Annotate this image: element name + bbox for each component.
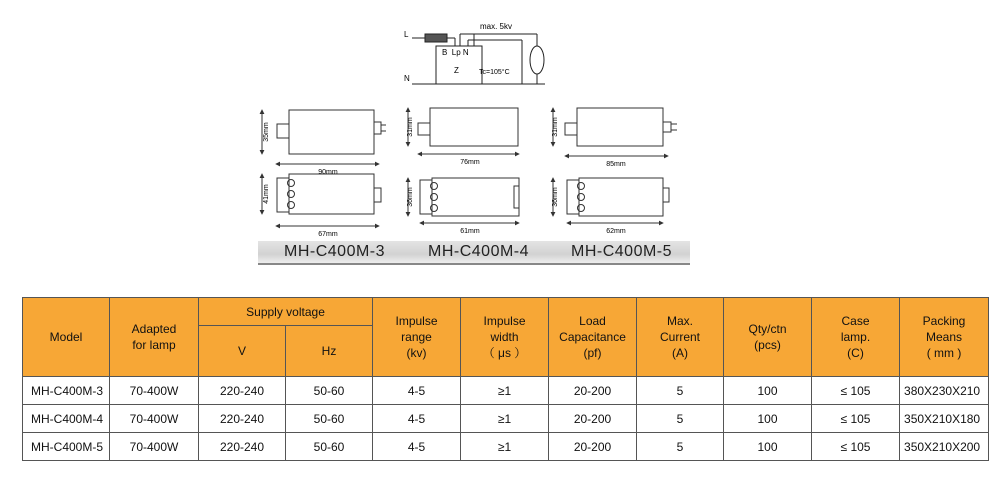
dim-top-width-2: 76mm	[460, 159, 480, 166]
header-max-current: Max. Current (A)	[637, 298, 724, 377]
cell-model: MH-C400M-3	[23, 377, 110, 405]
dim-top-height-1: 35mm	[263, 122, 270, 142]
cell-load-capacitance: 20-200	[549, 433, 637, 461]
terminal-n-label: N	[404, 74, 410, 83]
cell-impulse-width: ≥1	[461, 433, 549, 461]
cell-packing: 350X210X180	[900, 405, 989, 433]
cell-max-current: 5	[637, 433, 724, 461]
terminal-l-label: L	[404, 30, 409, 39]
cell-case-temp: ≤ 105	[812, 377, 900, 405]
dim-bottom-width-1: 67mm	[318, 231, 338, 238]
dim-bottom-height-2: 36mm	[407, 187, 414, 207]
cell-frequency: 50-60	[286, 433, 373, 461]
max-voltage-label: max. 5kv	[480, 22, 513, 31]
header-packing: Packing Means ( mm )	[900, 298, 989, 377]
header-hz: Hz	[286, 326, 373, 377]
lamp-icon	[530, 46, 544, 74]
drawing-model-1	[262, 110, 386, 226]
ic-label: Z	[454, 66, 459, 75]
table-row	[23, 433, 989, 461]
pin-labels: B Lp N	[442, 48, 469, 57]
wiring-diagram	[412, 34, 545, 84]
fuse-icon	[425, 34, 447, 42]
dim-top-width-1: 90mm	[318, 169, 338, 176]
cell-qty: 100	[724, 405, 812, 433]
table-row	[23, 405, 989, 433]
dim-bottom-height-1: 41mm	[263, 184, 270, 204]
header-model: Model	[23, 298, 110, 377]
model-label-2: MH-C400M-4	[428, 243, 530, 260]
cell-impulse-range: 4-5	[373, 377, 461, 405]
cell-load-capacitance: 20-200	[549, 405, 637, 433]
cell-frequency: 50-60	[286, 377, 373, 405]
cell-impulse-width: ≥1	[461, 405, 549, 433]
cell-max-current: 5	[637, 377, 724, 405]
model-label-3: MH-C400M-5	[571, 243, 673, 260]
header-impulse-range: Impulse range (kv)	[373, 298, 461, 377]
table-header	[23, 298, 989, 377]
header-qty: Qty/ctn (pcs)	[724, 298, 812, 377]
cell-qty: 100	[724, 433, 812, 461]
header-supply-voltage: Supply voltage	[199, 298, 373, 326]
cell-model: MH-C400M-4	[23, 405, 110, 433]
cell-adapted: 70-400W	[110, 377, 199, 405]
header-impulse-width: Impulse width （ μs ）	[461, 298, 549, 377]
table-row	[23, 377, 989, 405]
cell-impulse-range: 4-5	[373, 405, 461, 433]
cell-case-temp: ≤ 105	[812, 405, 900, 433]
header-v: V	[199, 326, 286, 377]
table-body	[23, 377, 989, 461]
cell-model: MH-C400M-5	[23, 433, 110, 461]
dim-bottom-width-3: 62mm	[606, 228, 626, 235]
cell-load-capacitance: 20-200	[549, 377, 637, 405]
header-load-capacitance: Load Capacitance (pf)	[549, 298, 637, 377]
dim-top-height-3: 31mm	[552, 117, 559, 137]
cell-adapted: 70-400W	[110, 433, 199, 461]
cell-max-current: 5	[637, 405, 724, 433]
cell-packing: 350X210X200	[900, 433, 989, 461]
cell-packing: 380X230X210	[900, 377, 989, 405]
dim-bottom-height-3: 36mm	[552, 187, 559, 207]
cell-voltage: 220-240	[199, 377, 286, 405]
cell-voltage: 220-240	[199, 405, 286, 433]
cell-impulse-range: 4-5	[373, 433, 461, 461]
cell-voltage: 220-240	[199, 433, 286, 461]
model-label-1: MH-C400M-3	[284, 243, 386, 260]
cell-adapted: 70-400W	[110, 405, 199, 433]
cell-qty: 100	[724, 377, 812, 405]
cell-frequency: 50-60	[286, 405, 373, 433]
cell-case-temp: ≤ 105	[812, 433, 900, 461]
cell-impulse-width: ≥1	[461, 377, 549, 405]
header-adapted: Adapted for lamp	[110, 298, 199, 377]
tc-label: Tc=105°C	[479, 69, 510, 76]
dim-top-width-3: 85mm	[606, 161, 626, 168]
header-case-lamp: Case lamp. (C)	[812, 298, 900, 377]
dim-bottom-width-2: 61mm	[460, 228, 480, 235]
spec-table	[22, 297, 989, 461]
dim-top-height-2: 31mm	[407, 117, 414, 137]
